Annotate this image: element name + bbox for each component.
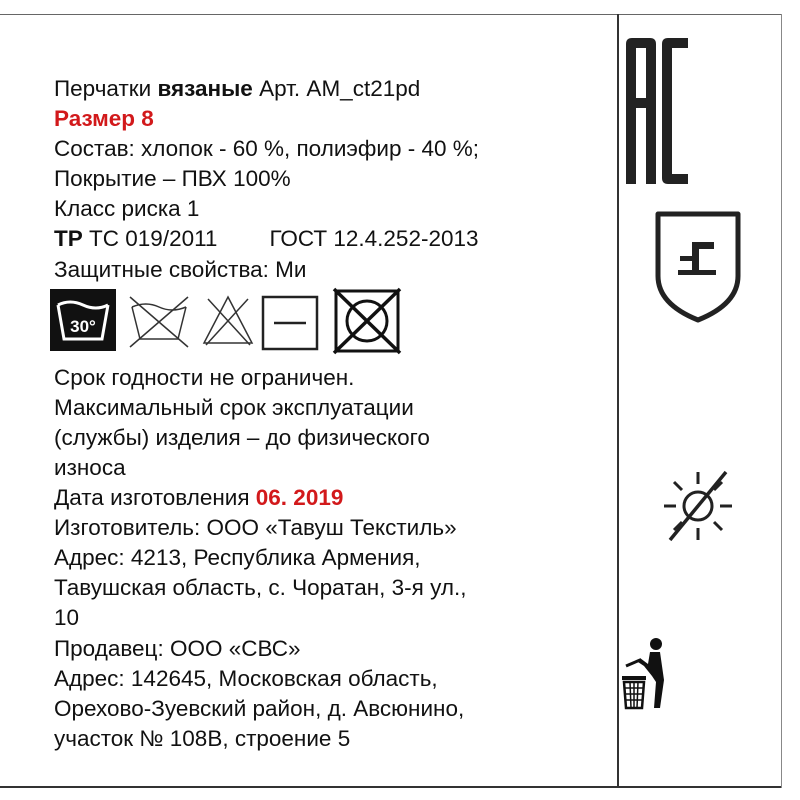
column-divider [617,14,619,788]
mechanical-protection-shield-icon [652,208,744,324]
product-name: Перчатки вязаные Арт. AM_ct21pd [54,76,421,101]
manufacture-date-line: Дата изготовления 06. 2019 [54,485,344,511]
no-tumble-dry-icon [332,285,402,355]
max-service-line-1: Максимальный срок эксплуатации [54,394,414,420]
seller-address-line-3: участок № 108В, строение 5 [54,725,351,751]
svg-text:30°: 30° [70,316,96,336]
composition-line: Состав: хлопок - 60 %, полиэфир - 40 %; [54,136,480,162]
manufacturer-line: Изготовитель: ООО «Тавуш Текстиль» [54,515,457,541]
manufacturer-address-line-2: Тавушская область, с. Чоратан, 3-я ул., [54,575,467,601]
seller-address-line-1: Адрес: 142645, Московская область, [54,665,438,691]
frame-top-border [0,14,782,15]
standards-line: ТР ТС 019/2011 ГОСТ 12.4.252-2013 [54,226,479,252]
size-line: Размер 8 [54,106,154,132]
shelf-life-line: Срок годности не ограничен. [54,364,355,390]
frame-right-border [781,14,782,788]
eac-mark-icon [622,34,692,186]
dispose-in-bin-icon [620,636,670,712]
frame-bottom-border [0,786,782,788]
coating-line: Покрытие – ПВХ 100% [54,166,291,192]
max-service-line-2: (службы) изделия – до физического [54,424,430,450]
flat-dry-icon [260,285,320,351]
wash-30-icon [50,285,116,351]
manufacturer-address-line-3: 10 [54,605,80,631]
seller-address-line-2: Орехово-Зуевский район, д. Авсюнино, [54,695,465,721]
no-chlorine-bleach-icon [200,285,256,351]
seller-line: Продавец: ООО «СВС» [54,635,301,661]
manufacturer-address-line-1: Адрес: 4213, Республика Армения, [54,545,421,571]
care-symbols-row [50,285,609,363]
no-bleach-icon [126,285,192,351]
label-text-block [54,74,609,754]
risk-class-line: Класс риска 1 [54,196,200,222]
no-sunlight-icon [660,468,736,544]
protective-properties-line: Защитные свойства: Ми [54,256,307,282]
max-service-line-3: износа [54,454,126,480]
